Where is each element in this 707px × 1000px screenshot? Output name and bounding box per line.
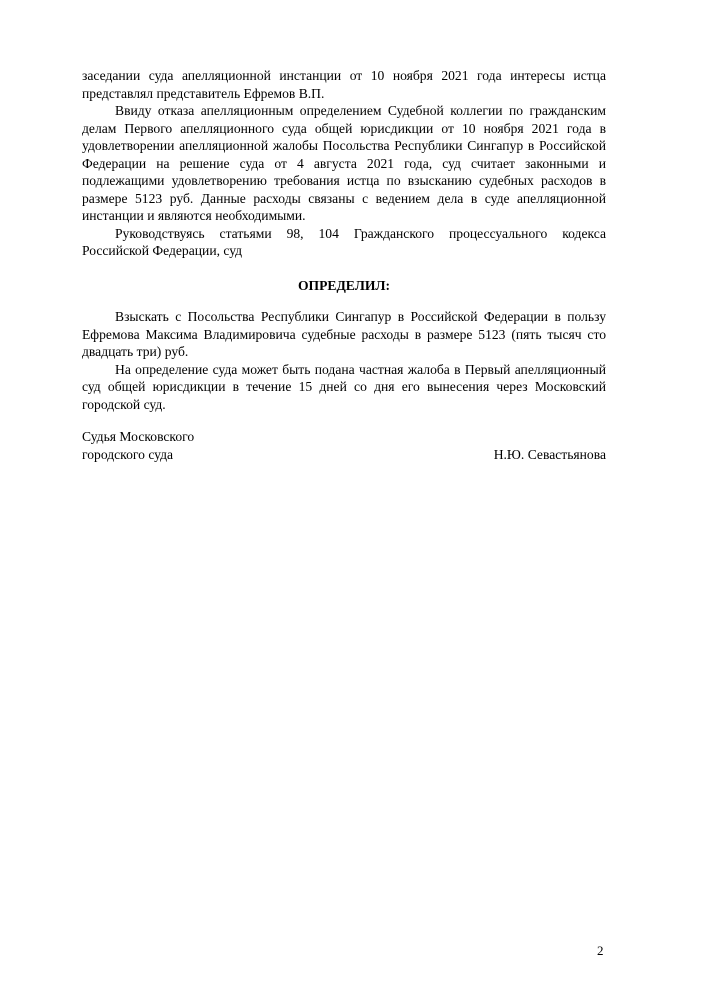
page-number: 2 [597, 943, 604, 958]
judge-name: Н.Ю. Севастьянова [493, 446, 606, 462]
paragraph-ruling-appeal: На определение суда может быть подана частная жалоба в Первый апелляционный суд общей юрисдикции в течение 15 дней со дня его вынесения через Московский городской суд. [82, 361, 606, 412]
paragraph-court-reasoning: Ввиду отказа апелляционным определением Судебной коллегии по гражданским делам Первого апелляционного суда общей юрисдикции от 10 ноября 2021 года в удовлетворении апелляционной жалобы Посольства Республики Сингапур в Российской Федерации на решение суда от 4 августа 2021 года, суд считает законными и подлежащими удовлетворению требования истца по взысканию судебных расходов в размере 5123 руб. Данные расходы связаны с ведением дела в суде апелляционной инстанции и являются необходимыми. [82, 103, 606, 223]
paragraph-ruling-award: Взыскать с Посольства Республики Сингапур в Российской Федерации в пользу Ефремова Максима Владимировича судебные расходы в размере 5123 (пять тысяч сто двадцать три) руб. [82, 309, 606, 359]
signature-title-line1: Судья Московского [82, 429, 195, 444]
signature-block [82, 428, 606, 463]
signature-title-line2: городского суда [82, 446, 174, 462]
signature-row [82, 446, 606, 464]
document-body [82, 67, 606, 413]
paragraph-hearing-representative: заседании суда апелляционной инстанции от 10 ноября 2021 года интересы истца представлял представитель Ефремов В.П. [82, 68, 606, 101]
paragraph-legal-basis: Руководствуясь статьями 98, 104 Гражданского процессуального кодекса Российской Федерации, суд [82, 225, 606, 258]
ruling-heading: ОПРЕДЕЛИЛ: [297, 277, 391, 293]
